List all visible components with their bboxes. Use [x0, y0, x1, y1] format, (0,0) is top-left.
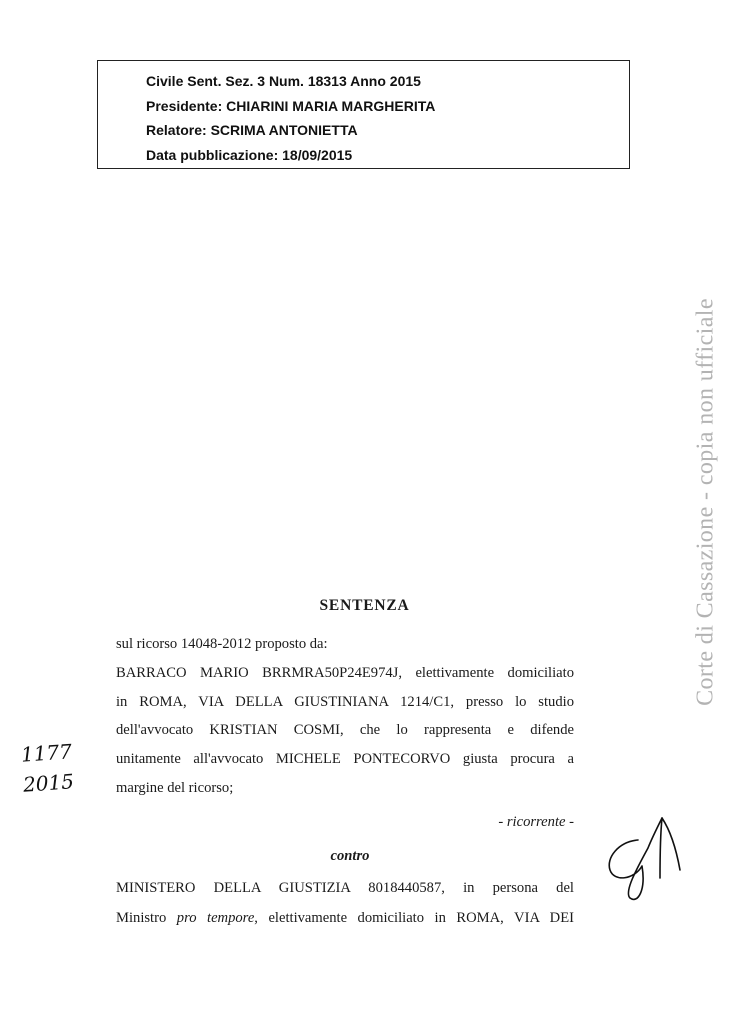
case-header-box [97, 60, 630, 169]
contro-label: contro [330, 848, 370, 864]
handwritten-margin-note [20, 736, 75, 799]
relatore: Relatore: SCRIMA ANTONIETTA [146, 122, 358, 138]
body-line: dell'avvocato KRISTIAN COSMI, che lo rappresenta e difende [116, 722, 574, 739]
body-line: BARRACO MARIO BRRMRA50P24E974J, elettivamente domiciliato [116, 664, 574, 681]
controricorrente-paragraph [116, 873, 574, 933]
signature-mark [600, 800, 700, 910]
body-line: sul ricorso 14048-2012 proposto da: [116, 636, 328, 652]
watermark: Corte di Cassazione - copia non ufficiale [692, 298, 719, 706]
margin-note-year: 2015 [22, 769, 75, 797]
data-pubblicazione: Data pubblicazione: 18/09/2015 [146, 146, 353, 163]
presidente: Presidente: CHIARINI MARIA MARGHERITA [146, 97, 436, 114]
body-line: MINISTERO DELLA GIUSTIZIA 8018440587, in persona del [116, 880, 574, 896]
document-title: SENTENZA [319, 597, 410, 614]
body-line: unitamente all'avvocato MICHELE PONTECORVO giusta procura a [116, 751, 574, 768]
ricorrente-label: - ricorrente - [498, 814, 574, 830]
body-text-span: , elettivamente domiciliato in ROMA, VIA DEI [254, 910, 574, 926]
margin-note-number: 1177 [20, 739, 73, 767]
body-text-span: Ministro [116, 910, 177, 926]
body-line: margine del ricorso; [116, 779, 234, 796]
pro-tempore-italic: pro tempore [176, 910, 255, 926]
body-line: in ROMA, VIA DELLA GIUSTINIANA 1214/C1, presso lo studio [116, 693, 574, 710]
ricorrente-paragraph [116, 630, 574, 803]
body-line [116, 903, 574, 933]
case-reference: Civile Sent. Sez. 3 Num. 18313 Anno 2015 [146, 73, 421, 89]
